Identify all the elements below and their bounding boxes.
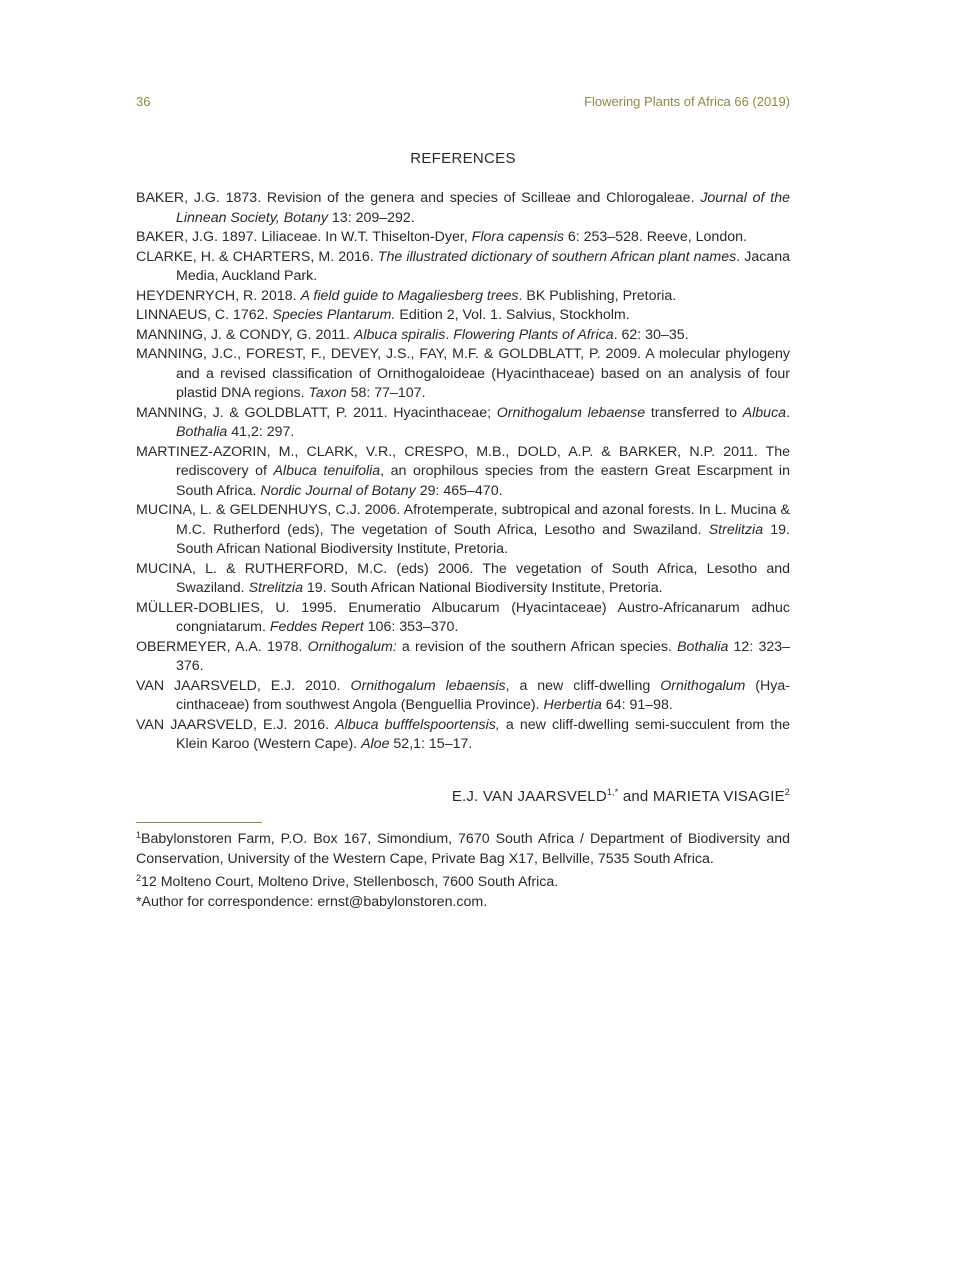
reference-text: , an orophilous species from the eastern Great Escarpment in South Africa.: [176, 463, 790, 499]
reference-text: VAN JAARSVELD, E.J. 2010.: [136, 677, 351, 694]
reference-text: 19. South African National Biodiversity Institute, Pretoria.: [302, 580, 663, 596]
reference-text: 106: 353–370.: [363, 619, 459, 635]
reference-text: CLARKE, H. & CHARTERS, M. 2016.: [136, 248, 378, 265]
journal-title: Flowering Plants of Africa 66 (2019): [584, 94, 790, 109]
author-line: [452, 787, 790, 805]
footnotes: [136, 826, 790, 912]
reference-entry: [136, 287, 790, 307]
reference-italic-text: The illustrated dictionary of southern African plant names: [377, 248, 737, 265]
reference-italic-text: Ornithogalum: [660, 677, 746, 694]
reference-text: 64: 91–98.: [601, 697, 673, 713]
page-header: [136, 94, 790, 114]
author-1-affiliation: 1,*: [606, 787, 619, 797]
reference-italic-text: Aloe: [361, 736, 390, 752]
reference-italic-text: Ornithogalum lebaensis: [350, 677, 506, 694]
reference-italic-text: Albuca spiralis: [353, 326, 446, 343]
reference-entry: [136, 560, 790, 599]
reference-italic-text: Albuca bufffelspoortensis,: [335, 716, 500, 733]
reference-italic-text: Flowering Plants of Africa: [453, 326, 614, 343]
reference-text: MANNING, J. & CONDY, G. 2011.: [136, 326, 354, 343]
reference-text: MANNING, J. & GOLDBLATT, P. 2011. Hyacinthaceae;: [136, 404, 497, 421]
reference-text: BAKER, J.G. 1897. Liliaceae. In W.T. Thiselton-Dyer,: [136, 229, 472, 245]
reference-entry: [136, 599, 790, 638]
reference-entry: [136, 716, 790, 755]
reference-entry: [136, 189, 790, 228]
reference-text: MARTINEZ-AZORIN, M., CLARK, V.R., CRESPO, M.B., DOLD, A.P. & BARKER, N.P. 2011. The rediscovery of: [136, 443, 790, 479]
reference-entry: [136, 404, 790, 443]
reference-text: , a new cliff-dwelling: [505, 677, 661, 694]
author-2-affiliation: 2: [784, 787, 790, 797]
reference-entry: [136, 345, 790, 404]
reference-text: a revision of the southern African species.: [396, 638, 678, 655]
author-2: MARIETA VISAGIE: [652, 788, 785, 805]
reference-italic-text: Bothalia: [677, 638, 729, 655]
reference-entry: [136, 501, 790, 560]
reference-text: a new cliff-dwelling semi-succulent from the Klein Karoo (Western Cape).: [176, 716, 791, 752]
footnote-1-text: Babylonstoren Farm, P.O. Box 167, Simondium, 7670 South Africa / Department of Biodiversity and Conservation, University of the Western Cape, Private Bag X17, Bellville, 7535 South Africa.: [136, 831, 790, 867]
reference-italic-text: Flora capensis: [471, 229, 564, 245]
reference-italic-text: Ornithogalum lebaense: [496, 404, 646, 421]
reference-entry: [136, 306, 790, 326]
reference-text: . Jacana Media, Auckland Park.: [176, 248, 790, 284]
reference-entry: [136, 248, 790, 287]
reference-text: LINNAEUS, C. 1762.: [136, 307, 273, 323]
page-number: 36: [136, 94, 151, 109]
reference-italic-text: A field guide to Magaliesberg trees: [300, 287, 519, 304]
reference-text: . BK Publishing, Pretoria.: [518, 287, 677, 304]
reference-text: HEYDENRYCH, R. 2018.: [136, 287, 301, 304]
section-title: REFERENCES: [410, 150, 516, 167]
reference-text: 19. South African National Biodiversity Institute, Pretoria.: [176, 521, 790, 557]
reference-list: [136, 189, 790, 755]
reference-text: . 62: 30–35.: [613, 326, 689, 343]
reference-text: 12: 323–376.: [176, 638, 790, 674]
reference-italic-text: Journal of the Linnean Society, Botany: [176, 190, 790, 226]
reference-text: 52,1: 15–17.: [389, 736, 473, 752]
reference-text: MÜLLER-DOBLIES, U. 1995. Enumeratio Albucarum (Hyacintaceae) Austro-Africanarum adhuc congniatarum.: [136, 599, 790, 635]
reference-text: MUCINA, L. & GELDENHUYS, C.J. 2006. Afrotemperate, subtropical and azonal forests. In L. Mucina & M.C. Rutherford (eds), The vegetation of South Africa, Lesotho and Swaziland.: [136, 502, 790, 538]
author-1: E.J. VAN JAARSVELD: [451, 788, 607, 805]
reference-text: BAKER, J.G. 1873. Revision of the genera and species of Scilleae and Chlorogaleae.: [136, 190, 701, 206]
reference-text: VAN JAARSVELD, E.J. 2016.: [136, 716, 336, 733]
reference-italic-text: Herbertia: [543, 697, 602, 713]
footnote-2: [136, 869, 790, 893]
reference-text: .: [786, 404, 791, 421]
reference-text: 29: 465–470.: [415, 482, 503, 499]
reference-italic-text: Ornithogalum:: [307, 638, 397, 655]
correspondence-note: *Author for correspondence: ernst@babylonstoren.com.: [136, 893, 488, 910]
reference-italic-text: Albuca tenuifolia: [273, 463, 381, 479]
footnote-1: [136, 826, 790, 869]
reference-italic-text: Bothalia: [176, 424, 228, 440]
author-conjunction: and: [618, 788, 653, 805]
reference-italic-text: Nordic Journal of Botany: [260, 482, 416, 499]
footnote-2-marker: 2: [136, 873, 142, 884]
reference-text: 13: 209–292.: [327, 209, 415, 226]
reference-text: OBERMEYER, A.A. 1978.: [136, 638, 308, 655]
reference-text: 6: 253–528. Reeve, London.: [563, 229, 747, 245]
reference-text: MUCINA, L. & RUTHERFORD, M.C. (eds) 2006. The vegetation of South Africa, Lesotho and Swaziland.: [136, 560, 790, 596]
reference-text: 58: 77–107.: [346, 385, 426, 401]
reference-italic-text: Species Plantarum.: [272, 307, 396, 323]
reference-italic-text: Albuca: [742, 404, 787, 421]
reference-italic-text: Feddes Repert: [269, 619, 364, 635]
footnote-1-marker: 1: [136, 830, 142, 840]
reference-entry: [136, 677, 790, 716]
reference-text: transferred to: [645, 404, 743, 421]
reference-entry: [136, 443, 790, 502]
reference-entry: [136, 228, 790, 248]
reference-text: (Hyacinthaceae) from southwest Angola (Benguellia Province).: [176, 677, 790, 713]
reference-text: Edition 2, Vol. 1. Salvius, Stockholm.: [395, 307, 630, 323]
reference-entry: [136, 326, 790, 346]
reference-text: .: [445, 326, 454, 343]
reference-italic-text: Strelitzia: [708, 521, 764, 538]
footnote-2-text: 12 Molteno Court, Molteno Drive, Stellenbosch, 7600 South Africa.: [141, 874, 559, 891]
reference-text: 41,2: 297.: [227, 424, 295, 440]
footnote-divider: [136, 822, 262, 823]
reference-italic-text: Taxon: [308, 385, 347, 401]
reference-text: MANNING, J.C., FOREST, F., DEVEY, J.S., FAY, M.F. & GOLDBLATT, P. 2009. A molecular phylogeny and a revised classification of Ornithogaloideae (Hyacinthaceae) based on an analysis of four plastid DNA regions.: [136, 346, 790, 401]
reference-entry: [136, 638, 790, 677]
reference-italic-text: Strelitzia: [248, 580, 303, 596]
